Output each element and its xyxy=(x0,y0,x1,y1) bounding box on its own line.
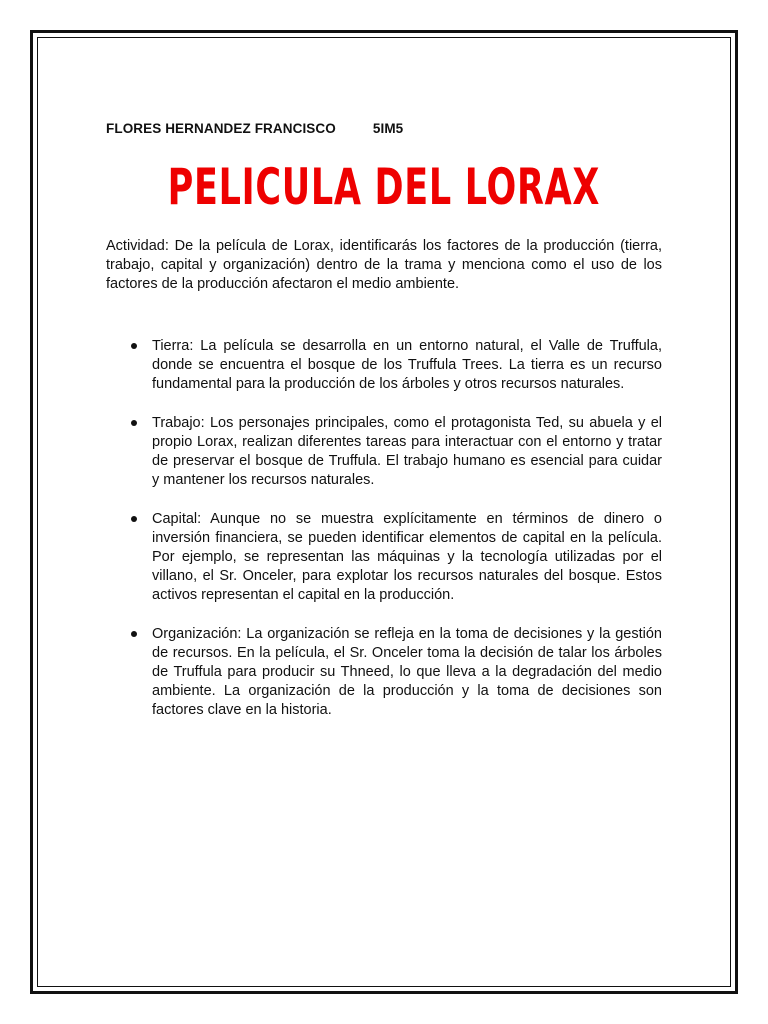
factor-item-tierra xyxy=(106,337,662,394)
factors-list xyxy=(106,337,662,720)
factor-item-capital xyxy=(106,510,662,605)
factor-item-trabajo xyxy=(106,414,662,490)
group-code: 5IM5 xyxy=(372,121,404,136)
author-name: FLORES HERNANDEZ FRANCISCO xyxy=(106,121,336,136)
bullet-icon xyxy=(131,420,137,426)
factor-text: Trabajo: Los personajes principales, como el protagonista Ted, su abuela y el propio Lorax, realizan diferentes tareas para interactuar con el entorno y tratar de preservar el bosque de Truffula. El trabajo humano es esencial para cuidar y mantener los recursos naturales. xyxy=(152,415,662,488)
activity-instructions: Actividad: De la película de Lorax, identificarás los factores de la producción (tierra, trabajo, capital y organización) dentro de la trama y menciona como el uso de los factores de la producción afectaron el medio ambiente. xyxy=(106,238,662,292)
document-title-text: PELICULA DEL LORAX xyxy=(167,158,601,216)
factor-item-organizacion xyxy=(106,625,662,720)
bullet-icon xyxy=(131,343,137,349)
factor-text: Organización: La organización se refleja en la toma de decisiones y la gestión de recursos. En la película, el Sr. Onceler toma la decisión de talar los árboles de Truffula para producir su Thneed, lo que lleva a la degradación del medio ambiente. La organización de la producción y la toma de decisiones son factores clave en la historia. xyxy=(152,626,662,718)
header-line xyxy=(106,121,403,136)
document-title xyxy=(0,150,768,224)
factor-text: Tierra: La película se desarrolla en un entorno natural, el Valle de Truffula, donde se encuentra el bosque de los Truffula Trees. La tierra es un recurso fundamental para la producción de los árboles y otros recursos naturales. xyxy=(152,338,662,392)
factor-text: Capital: Aunque no se muestra explícitamente en términos de dinero o inversión financiera, se pueden identificar elementos de capital en la película. Por ejemplo, se representan las máquinas y la tecnología utilizadas por el villano, el Sr. Onceler, para explotar los recursos naturales del bosque. Estos activos representan el capital en la producción. xyxy=(152,511,662,603)
bullet-icon xyxy=(131,516,137,522)
bullet-icon xyxy=(131,631,137,637)
